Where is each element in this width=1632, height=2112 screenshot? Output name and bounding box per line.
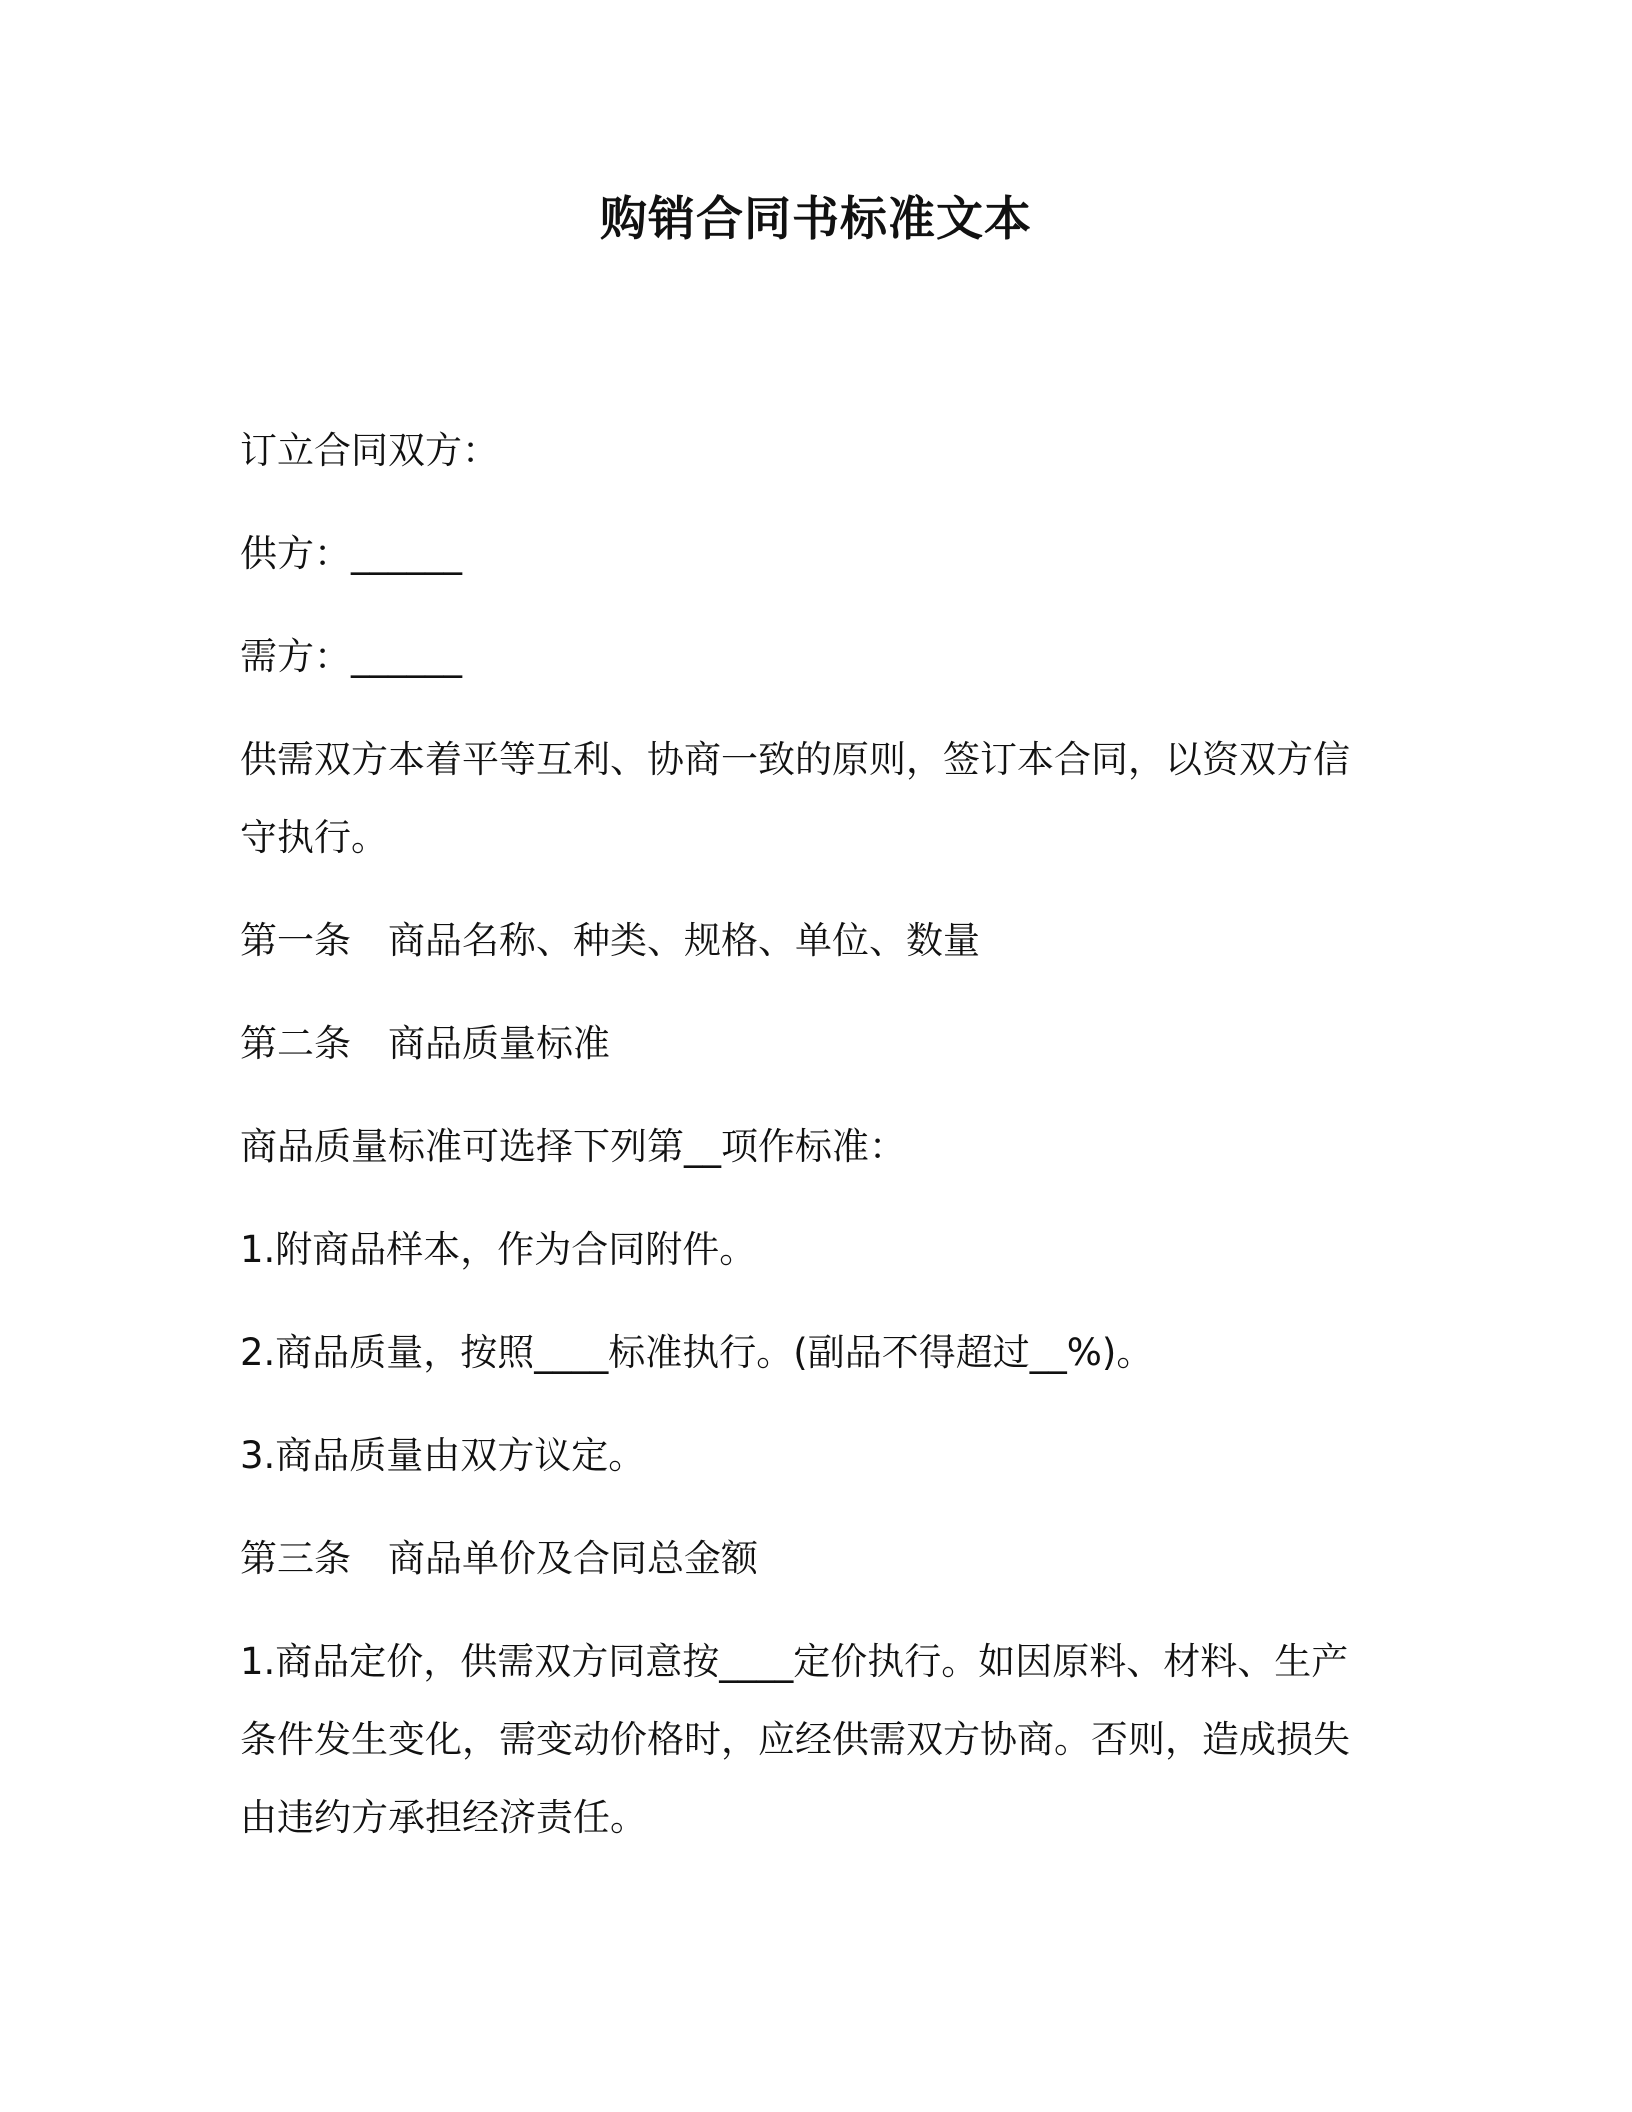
document-title: 购销合同书标准文本	[600, 192, 1032, 247]
paragraph-supplier: 供方：______	[240, 532, 462, 575]
document-body	[240, 412, 1380, 1882]
paragraph-pricing-1: 1.商品定价，供需双方同意按____定价执行。如因原料、材料、生产条件发生变化，需变动价格时，应经供需双方协商。否则，造成损失由违约方承担经济责任。	[240, 1640, 1350, 1839]
paragraph-quality-options: 商品质量标准可选择下列第__项作标准：	[240, 1125, 906, 1168]
paragraph-article-1: 第一条 商品名称、种类、规格、单位、数量	[240, 919, 980, 962]
paragraph-article-2: 第二条 商品质量标准	[240, 1022, 610, 1065]
paragraph-buyer: 需方：______	[240, 635, 462, 678]
paragraph-principle: 供需双方本着平等互利、协商一致的原则，签订本合同，以资双方信守执行。	[240, 738, 1350, 859]
paragraph-quality-3: 3.商品质量由双方议定。	[240, 1434, 646, 1477]
paragraph-parties-heading: 订立合同双方：	[240, 429, 499, 472]
paragraph-article-3: 第三条 商品单价及合同总金额	[240, 1537, 758, 1580]
paragraph-quality-2: 2.商品质量，按照____标准执行。(副品不得超过__%)。	[240, 1331, 1154, 1374]
paragraph-quality-1: 1.附商品样本，作为合同附件。	[240, 1228, 757, 1271]
